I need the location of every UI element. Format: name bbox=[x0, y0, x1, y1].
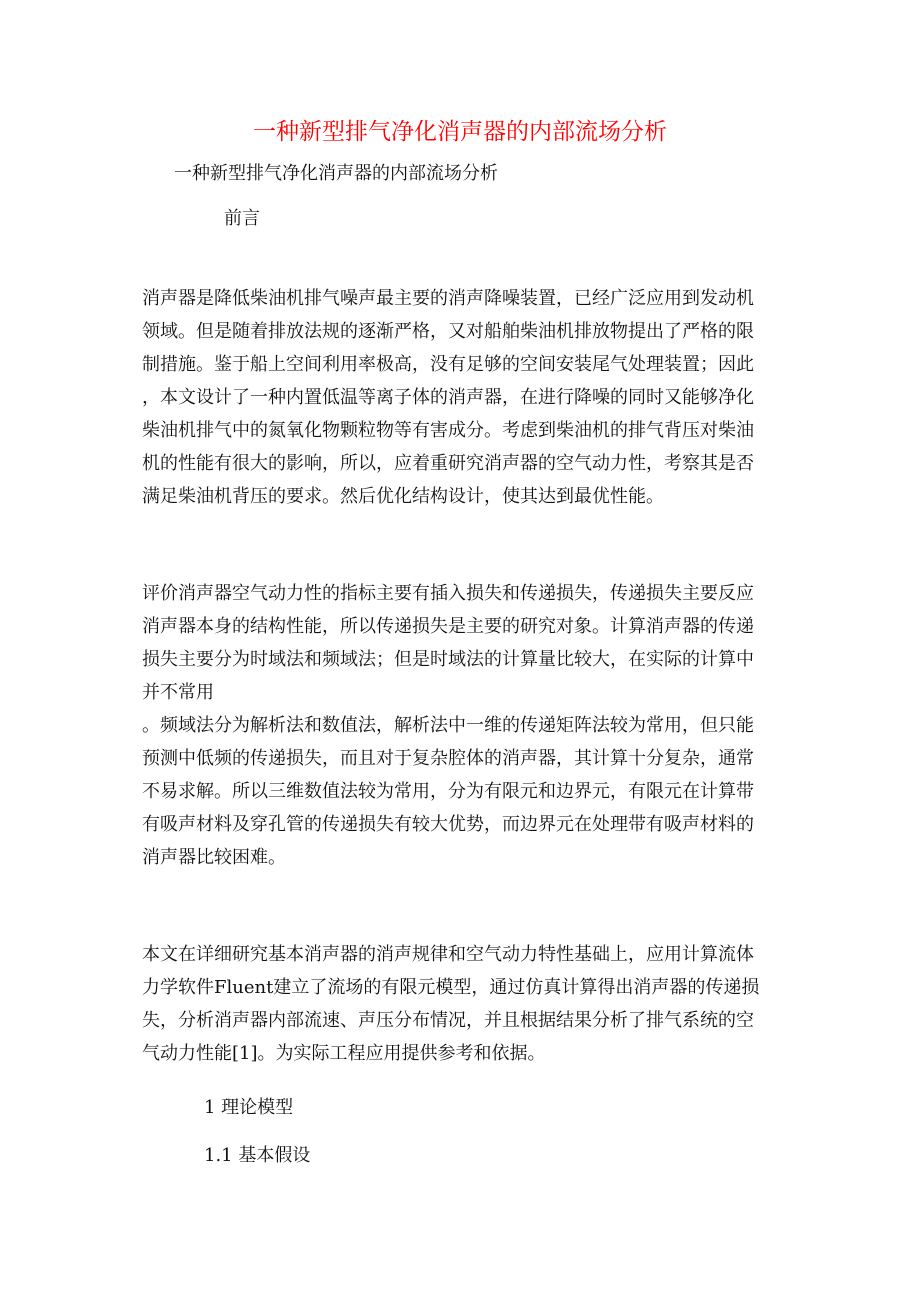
preface-heading: 前言 bbox=[224, 208, 260, 229]
text-line: 消声器比较困难。 bbox=[142, 847, 286, 868]
text-line: 评价消声器空气动力性的指标主要有插入损失和传递损失，传递损失主要反应 bbox=[142, 583, 754, 604]
text-line: 预测中低频的传递损失，而且对于复杂腔体的消声器，其计算十分复杂，通常 bbox=[142, 748, 754, 769]
text-line: 有吸声材料及穿孔管的传递损失有较大优势，而边界元在处理带有吸声材料的 bbox=[142, 814, 754, 835]
text-line: 气动力性能[1]。为实际工程应用提供参考和依据。 bbox=[142, 1043, 546, 1064]
section-1-heading: 1 理论模型 bbox=[204, 1097, 294, 1118]
text-line: 满足柴油机背压的要求。然后优化结构设计，使其达到最优性能。 bbox=[142, 486, 664, 507]
text-line: 柴油机排气中的氮氧化物颗粒物等有害成分。考虑到柴油机的排气背压对柴油 bbox=[142, 420, 754, 441]
text-line: 。频域法分为解析法和数值法，解析法中一维的传递矩阵法较为常用，但只能 bbox=[142, 715, 754, 736]
text-line: 不易求解。所以三维数值法较为常用，分为有限元和边界元，有限元在计算带 bbox=[142, 781, 754, 802]
text-line: 本文在详细研究基本消声器的消声规律和空气动力特性基础上，应用计算流体 bbox=[142, 944, 754, 965]
text-line: 消声器本身的结构性能，所以传递损失是主要的研究对象。计算消声器的传递 bbox=[142, 616, 754, 637]
document-title: 一种新型排气净化消声器的内部流场分析 bbox=[253, 119, 667, 145]
text-line: 并不常用 bbox=[142, 682, 214, 703]
text-line: 失，分析消声器内部流速、声压分布情况，并且根据结果分析了排气系统的空 bbox=[142, 1010, 754, 1031]
text-line: 制措施。鉴于船上空间利用率极高，没有足够的空间安装尾气处理装置；因此 bbox=[142, 354, 754, 375]
text-line: 力学软件Fluent建立了流场的有限元模型，通过仿真计算得出消声器的传递损 bbox=[142, 977, 760, 998]
text-line: 领域。但是随着排放法规的逐渐严格，又对船舶柴油机排放物提出了严格的限 bbox=[142, 321, 754, 342]
text-line: ，本文设计了一种内置低温等离子体的消声器，在进行降噪的同时又能够净化 bbox=[142, 387, 754, 408]
text-line: 消声器是降低柴油机排气噪声最主要的消声降噪装置，已经广泛应用到发动机 bbox=[142, 288, 754, 309]
document-subtitle: 一种新型排气净化消声器的内部流场分析 bbox=[174, 163, 498, 184]
paragraph-1 bbox=[142, 282, 782, 513]
paragraph-2 bbox=[142, 577, 782, 874]
paragraph-3 bbox=[142, 938, 782, 1070]
text-line: 机的性能有很大的影响，所以，应着重研究消声器的空气动力性，考察其是否 bbox=[142, 453, 754, 474]
section-1-1-heading: 1.1 基本假设 bbox=[204, 1145, 311, 1166]
text-line: 损失主要分为时域法和频域法；但是时域法的计算量比较大，在实际的计算中 bbox=[142, 649, 754, 670]
